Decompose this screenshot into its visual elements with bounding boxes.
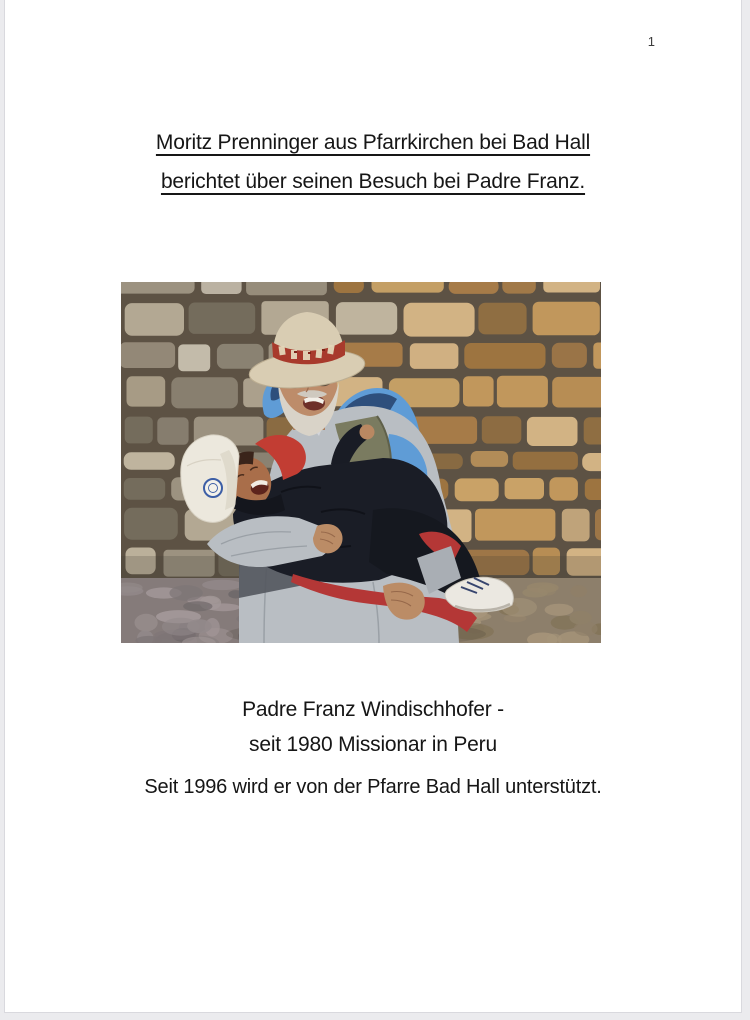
page-number: 1 (647, 34, 655, 49)
child-cap (181, 435, 239, 522)
title-line-2: berichtet über seinen Besuch bei Padre Franz. (160, 170, 586, 193)
document-title (5, 123, 741, 201)
child-fist (360, 425, 375, 440)
document-page (4, 0, 742, 1013)
photo (121, 282, 601, 643)
cap-emblem (204, 479, 222, 497)
title-line-1: Moritz Prenninger aus Pfarrkirchen bei Bad Hall (155, 131, 591, 154)
caption-line-2: seit 1980 Missionar in Peru (249, 733, 497, 756)
photo-illustration (121, 282, 601, 643)
photo-caption (5, 692, 741, 762)
support-line: Seit 1996 wird er von der Pfarre Bad Hall unterstützt. (144, 776, 602, 798)
caption-line-1: Padre Franz Windischhofer - (242, 698, 504, 721)
